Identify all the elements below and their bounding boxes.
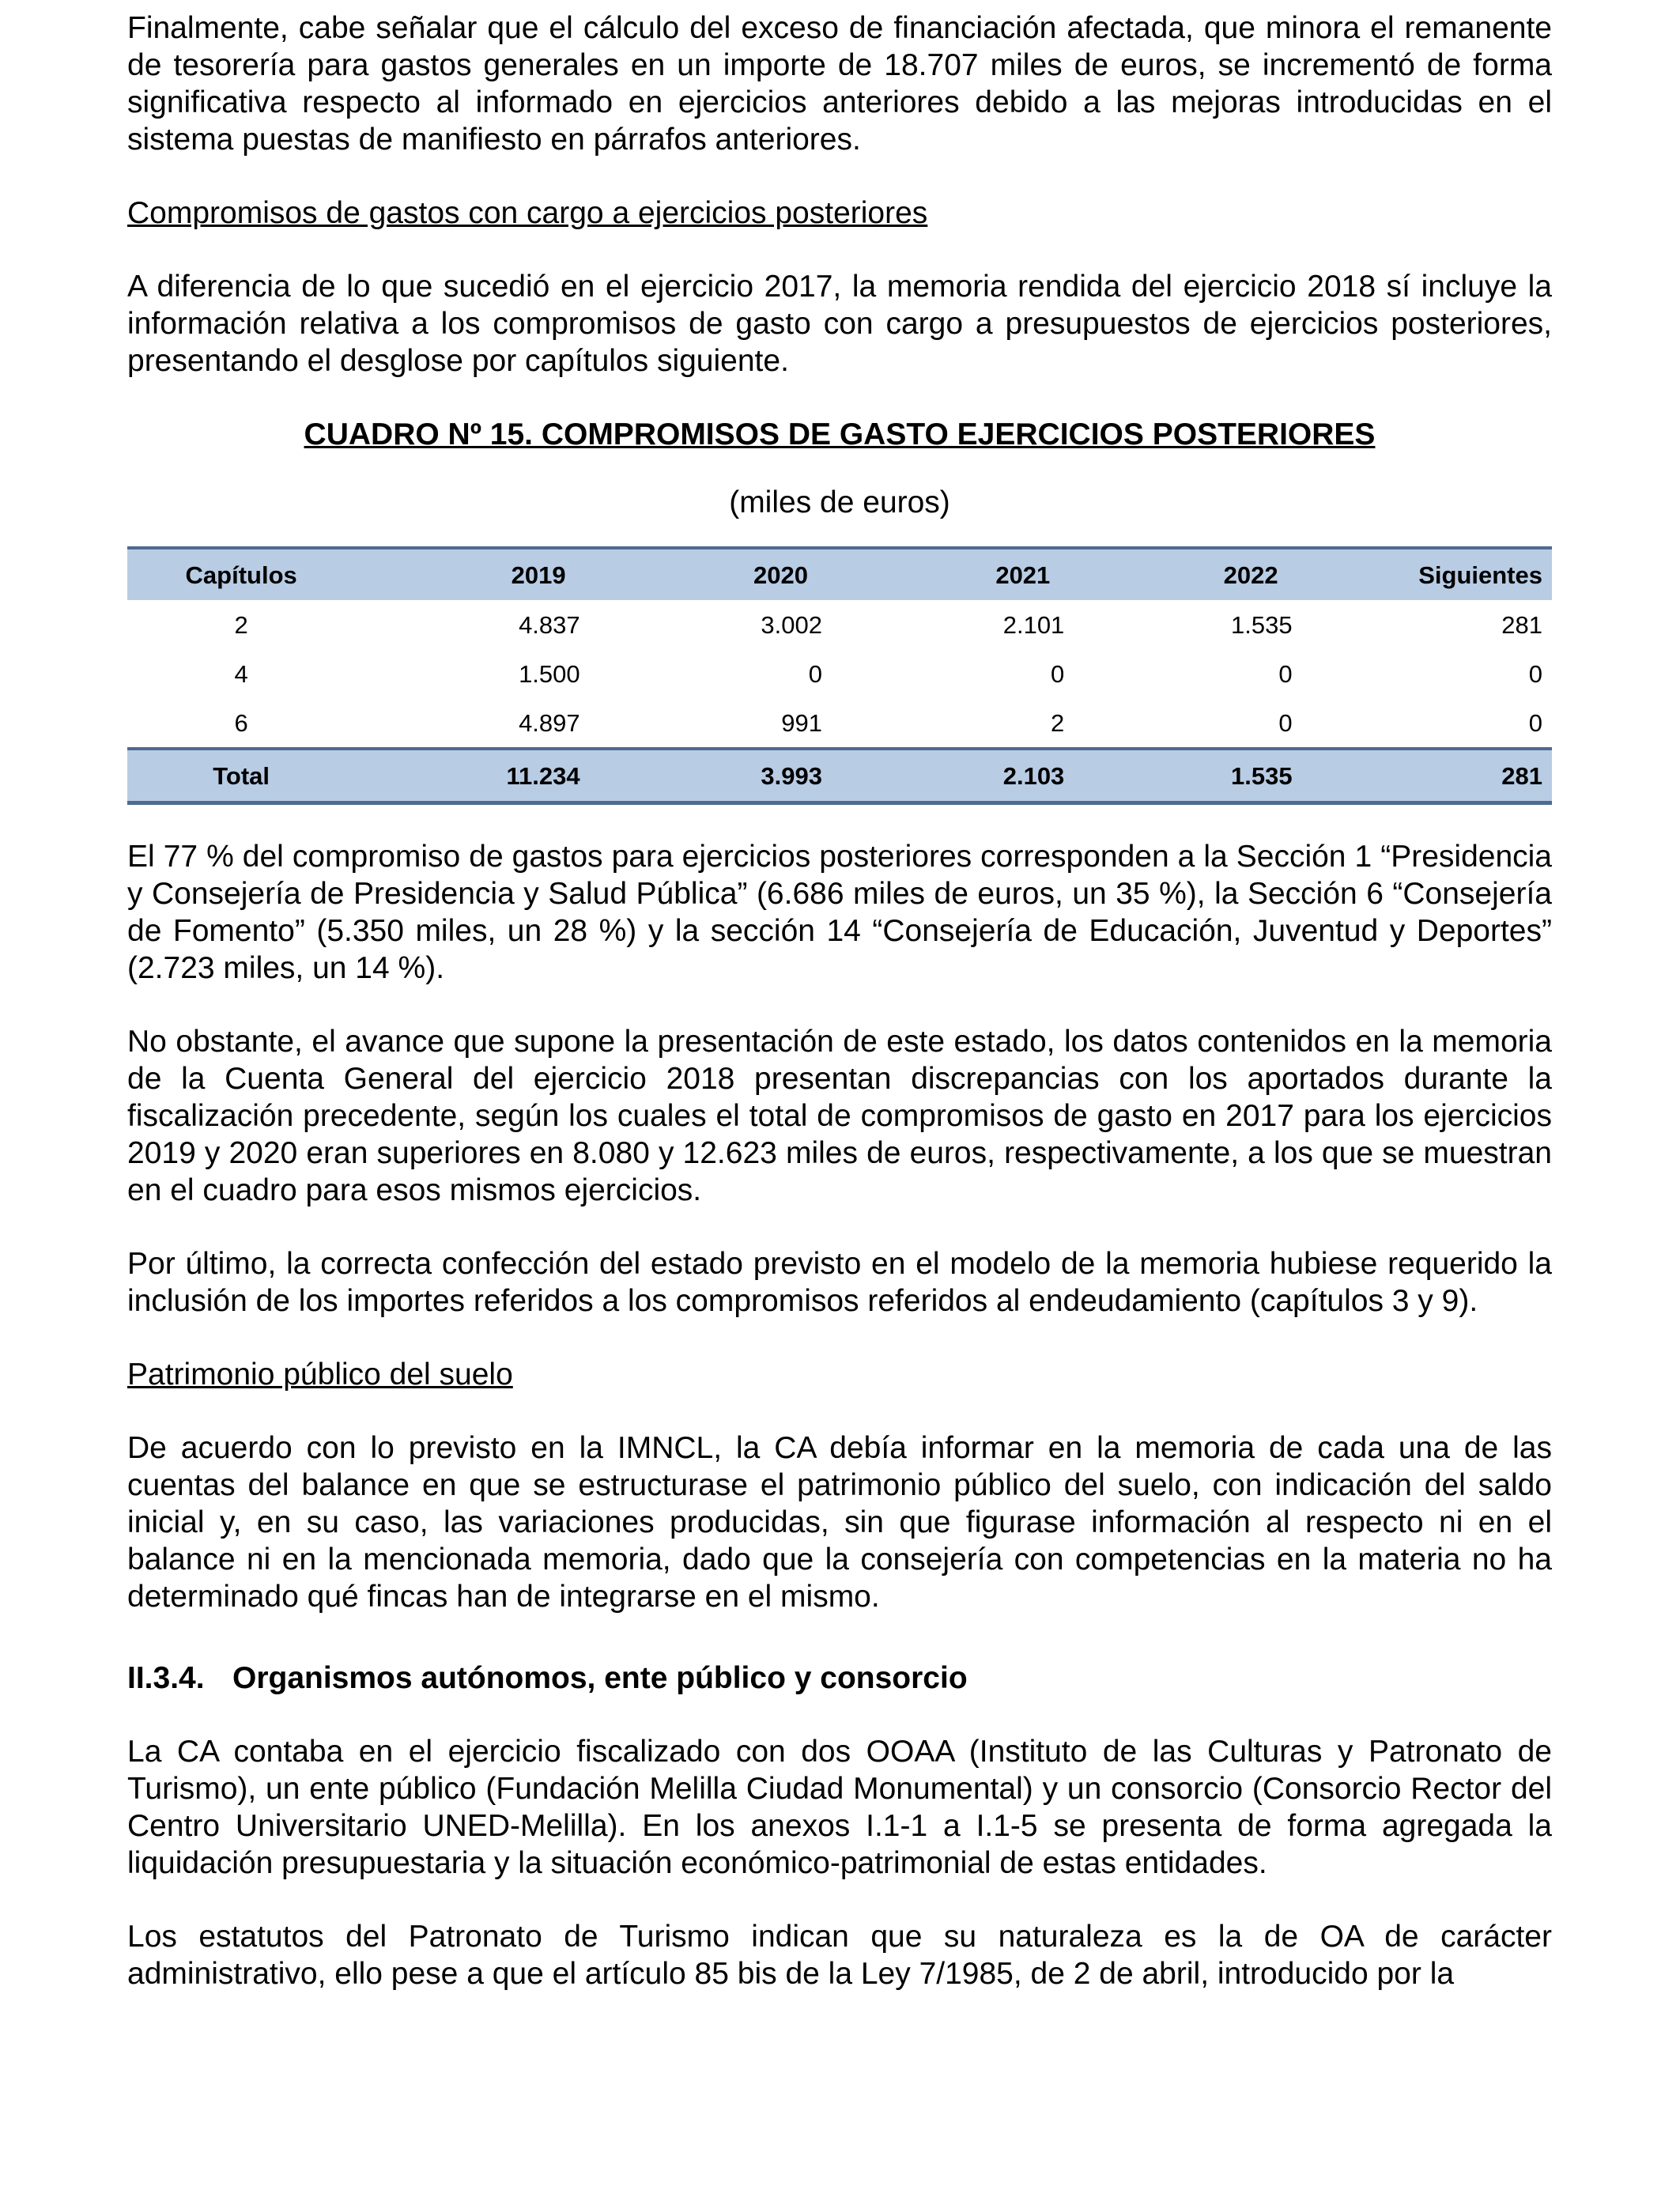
header-2022: 2022	[1223, 561, 1278, 589]
header-2021: 2021	[995, 561, 1051, 589]
total-label: Total	[213, 761, 270, 790]
table-cell: 4.897	[519, 708, 580, 737]
table-cell: 4	[234, 659, 248, 688]
paragraph-77-percent: El 77 % del compromiso de gastos para ejercicios posteriores corresponden a la Sección 1 “Presidencia y Consejería de Presidencia y Salud Pública” (6.686 miles de euros, un 35 %), la Sección 6 “Consejería de Fomento” (5.350 miles, un 28 %) y la sección 14 “Consejería de Educación, Juventud y Deportes” (2.723 miles, un 14 %).	[127, 840, 1552, 985]
table-unit: (miles de euros)	[729, 485, 950, 519]
table-cell: 4.837	[519, 610, 580, 639]
table-cell: 0	[1528, 659, 1542, 688]
paragraph-discrepancias: No obstante, el avance que supone la presentación de este estado, los datos contenidos en la memoria de la Cuenta General del ejercicio 2018 presentan discrepancias con los aportados durante la fiscalización precedente, según los cuales el total de compromisos de gasto en 2017 para los ejercicios 2019 y 2020 eran superiores en 8.080 y 12.623 miles de euros, respectivamente, a los que se muestran en el cuadro para esos mismos ejercicios.	[127, 1025, 1552, 1207]
section-number: II.3.4.	[127, 1661, 205, 1695]
subheading-compromisos: Compromisos de gastos con cargo a ejercicios posteriores	[127, 196, 928, 230]
table-cell: 0	[1278, 659, 1293, 688]
header-2020: 2020	[753, 561, 808, 589]
paragraph-endeudamiento: Por último, la correcta confección del estado previsto en el modelo de la memoria hubiese requerido la inclusión de los importes referidos a los compromisos referidos al endeudamiento (capítulos 3 y 9).	[127, 1247, 1552, 1318]
paragraph-patronato: Los estatutos del Patronato de Turismo indican que su naturaleza es la de OA de carácter administrativo, ello pese a que el artículo 85 bis de la Ley 7/1985, de 2 de abril, introducido por la	[127, 1920, 1552, 1991]
table-cell: 2	[1051, 708, 1065, 737]
table-cell: 281	[1501, 610, 1542, 639]
section-heading	[127, 1660, 1552, 1697]
total-cell: 281	[1501, 761, 1542, 790]
subheading-patrimonio: Patrimonio público del suelo	[127, 1358, 513, 1392]
document-page	[127, 9, 1552, 1992]
paragraph-diferencia-2017: A diferencia de lo que sucedió en el ejercicio 2017, la memoria rendida del ejercicio 2018 sí incluye la información relativa a los compromisos de gasto con cargo a presupuestos de ejercicios posteriores, presentando el desglose por capítulos siguiente.	[127, 270, 1552, 378]
table-row	[127, 649, 1552, 698]
table-cell: 2	[234, 610, 248, 639]
paragraph-remanente: Finalmente, cabe señalar que el cálculo del exceso de financiación afectada, que minora el remanente de tesorería para gastos generales en un importe de 18.707 miles de euros, se incrementó de forma significativa respecto al informado en ejercicios anteriores debido a las mejoras introducidas en el sistema puestas de manifiesto en párrafos anteriores.	[127, 11, 1552, 157]
compromisos-table	[127, 546, 1552, 805]
table-total-row	[127, 749, 1552, 803]
table-cell: 0	[808, 659, 822, 688]
table-cell: 0	[1051, 659, 1065, 688]
table-cell: 3.002	[761, 610, 822, 639]
total-cell: 2.103	[1002, 761, 1065, 790]
header-siguientes: Siguientes	[1418, 561, 1542, 589]
paragraph-imncl: De acuerdo con lo previsto en la IMNCL, la CA debía informar en la memoria de cada una de las cuentas del balance en que se estructurase el patrimonio público del suelo, con indicación del saldo inicial y, en su caso, las variaciones producidas, sin que figurase información al respecto ni en el balance ni en la mencionada memoria, dado que la consejería con competencias en la materia no ha determinado qué fincas han de integrarse en el mismo.	[127, 1431, 1552, 1614]
table-cell: 1.500	[519, 659, 580, 688]
header-2019: 2019	[511, 561, 566, 589]
table-cell: 0	[1278, 708, 1293, 737]
table-cell: 6	[234, 708, 248, 737]
total-cell: 3.993	[761, 761, 822, 790]
table-cell: 0	[1528, 708, 1542, 737]
total-cell: 11.234	[506, 761, 580, 790]
section-title: Organismos autónomos, ente público y consorcio	[232, 1661, 968, 1695]
paragraph-ooaa: La CA contaba en el ejercicio fiscalizado con dos OOAA (Instituto de las Culturas y Patronato de Turismo), un ente público (Fundación Melilla Ciudad Monumental) y un consorcio (Consorcio Rector del Centro Universitario UNED-Melilla). En los anexos I.1-1 a I.1-5 se presenta de forma agregada la liquidación presupuestaria y la situación económico-patrimonial de estas entidades.	[127, 1735, 1552, 1880]
table-header-row	[127, 548, 1552, 600]
header-capitulos: Capítulos	[185, 561, 297, 589]
table-row	[127, 698, 1552, 749]
total-cell: 1.535	[1231, 761, 1293, 790]
table-cell: 991	[781, 708, 822, 737]
table-caption: CUADRO Nº 15. COMPROMISOS DE GASTO EJERCICIOS POSTERIORES	[304, 417, 1376, 451]
table-row	[127, 600, 1552, 649]
table-cell: 1.535	[1231, 610, 1293, 639]
table-cell: 2.101	[1002, 610, 1065, 639]
